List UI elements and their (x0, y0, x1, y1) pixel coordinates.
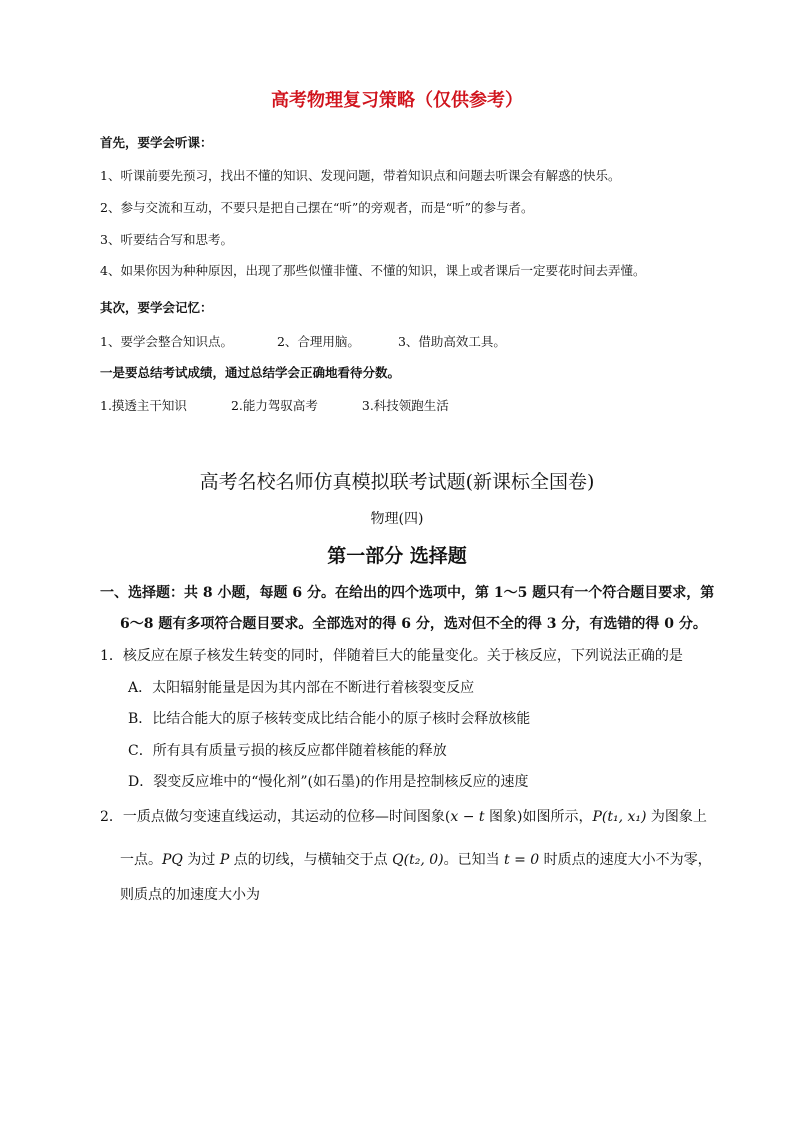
section1-item-1: 1、听课前要先预习，找出不懂的知识、发现问题，带着知识点和问题去听课会有解惑的快乐。 (100, 168, 621, 183)
tag-3: 3.科技领跑生活 (361, 398, 449, 413)
q2-text-a: 2．一质点做匀变速直线运动，其运动的位移—时间图象( (100, 809, 451, 825)
q2-math-t0: t = 0 (504, 852, 540, 868)
tag-2: 2.能力驾驭高考 (230, 398, 318, 413)
q2-line2-b: 为过 (182, 852, 220, 868)
section1-item-2: 2、参与交流和互动，不要只是把自己摆在“听”的旁观者，而是“听”的参与者。 (100, 200, 534, 215)
q2-line2-d: 。已知当 (443, 852, 505, 868)
section2-item-3: 3、借助高效工具。 (397, 334, 506, 349)
instructions-line-1: 一、选择题：共 8 小题，每题 6 分。在给出的四个选项中，第 1～5 题只有一个符合题目要求，第 (100, 585, 715, 601)
question-1-option-a: A．太阳辐射能量是因为其内部在不断进行着核裂变反应 (128, 680, 475, 696)
section1-item-3: 3、听要结合写和思考。 (100, 232, 233, 247)
section1-heading: 首先，要学会听课： (100, 135, 213, 150)
question-1-option-d: D．裂变反应堆中的“慢化剂”(如石墨)的作用是控制核反应的速度 (128, 774, 529, 790)
exam-title: 高考名校名师仿真模拟联考试题(新课标全国卷) (199, 471, 595, 493)
question-2-line-2 (120, 849, 712, 869)
section2-item-1: 1、要学会整合知识点。 (100, 334, 233, 349)
part-heading: 第一部分 选择题 (327, 545, 467, 567)
q2-line2-c: 点的切线，与横轴交于点 (229, 852, 393, 868)
section2-heading: 其次，要学会记忆： (100, 300, 213, 315)
section2-items (100, 332, 506, 350)
q2-math-q: Q(t₂, 0) (392, 852, 444, 868)
q2-math-pp: P (219, 852, 230, 868)
page-title: 高考物理复习策略（仅供参考） (271, 90, 523, 111)
instructions-line-2: 6～8 题有多项符合题目要求。全部选对的得 6 分，选对但不全的得 3 分，有选错的得 0 分。 (120, 616, 707, 632)
section2-tags (100, 396, 449, 414)
section2-summary: 一是要总结考试成绩，通过总结学会正确地看待分数。 (100, 365, 401, 380)
q2-math-p: P(t₁, x₁) (592, 809, 647, 825)
q2-line2-e: 时质点的速度大小不为零， (539, 852, 712, 868)
question-1-option-c: C．所有具有质量亏损的核反应都伴随着核能的释放 (128, 743, 447, 759)
section1-item-4: 4、如果你因为种种原因，出现了那些似懂非懂、不懂的知识，课上或者课后一定要花时间去弄懂。 (100, 263, 646, 278)
section2-item-2: 2、合理用脑。 (276, 334, 360, 349)
tag-1: 1.摸透主干知识 (100, 398, 187, 413)
question-1-option-b: B．比结合能大的原子核转变成比结合能小的原子核时会释放核能 (128, 711, 531, 727)
q2-text-c: 为图象上 (646, 809, 707, 825)
q2-math-pq: PQ (162, 852, 183, 868)
exam-subtitle: 物理(四) (370, 511, 424, 527)
question-2-line-1 (100, 806, 707, 826)
q2-math-xt: x − t (450, 809, 485, 825)
question-1-stem: 1．核反应在原子核发生转变的同时，伴随着巨大的能量变化。关于核反应，下列说法正确的是 (100, 648, 683, 664)
q2-text-b: 图象)如图所示， (484, 809, 593, 825)
question-2-line-3: 则质点的加速度大小为 (120, 887, 260, 903)
q2-line2-a: 一点。 (120, 852, 162, 868)
